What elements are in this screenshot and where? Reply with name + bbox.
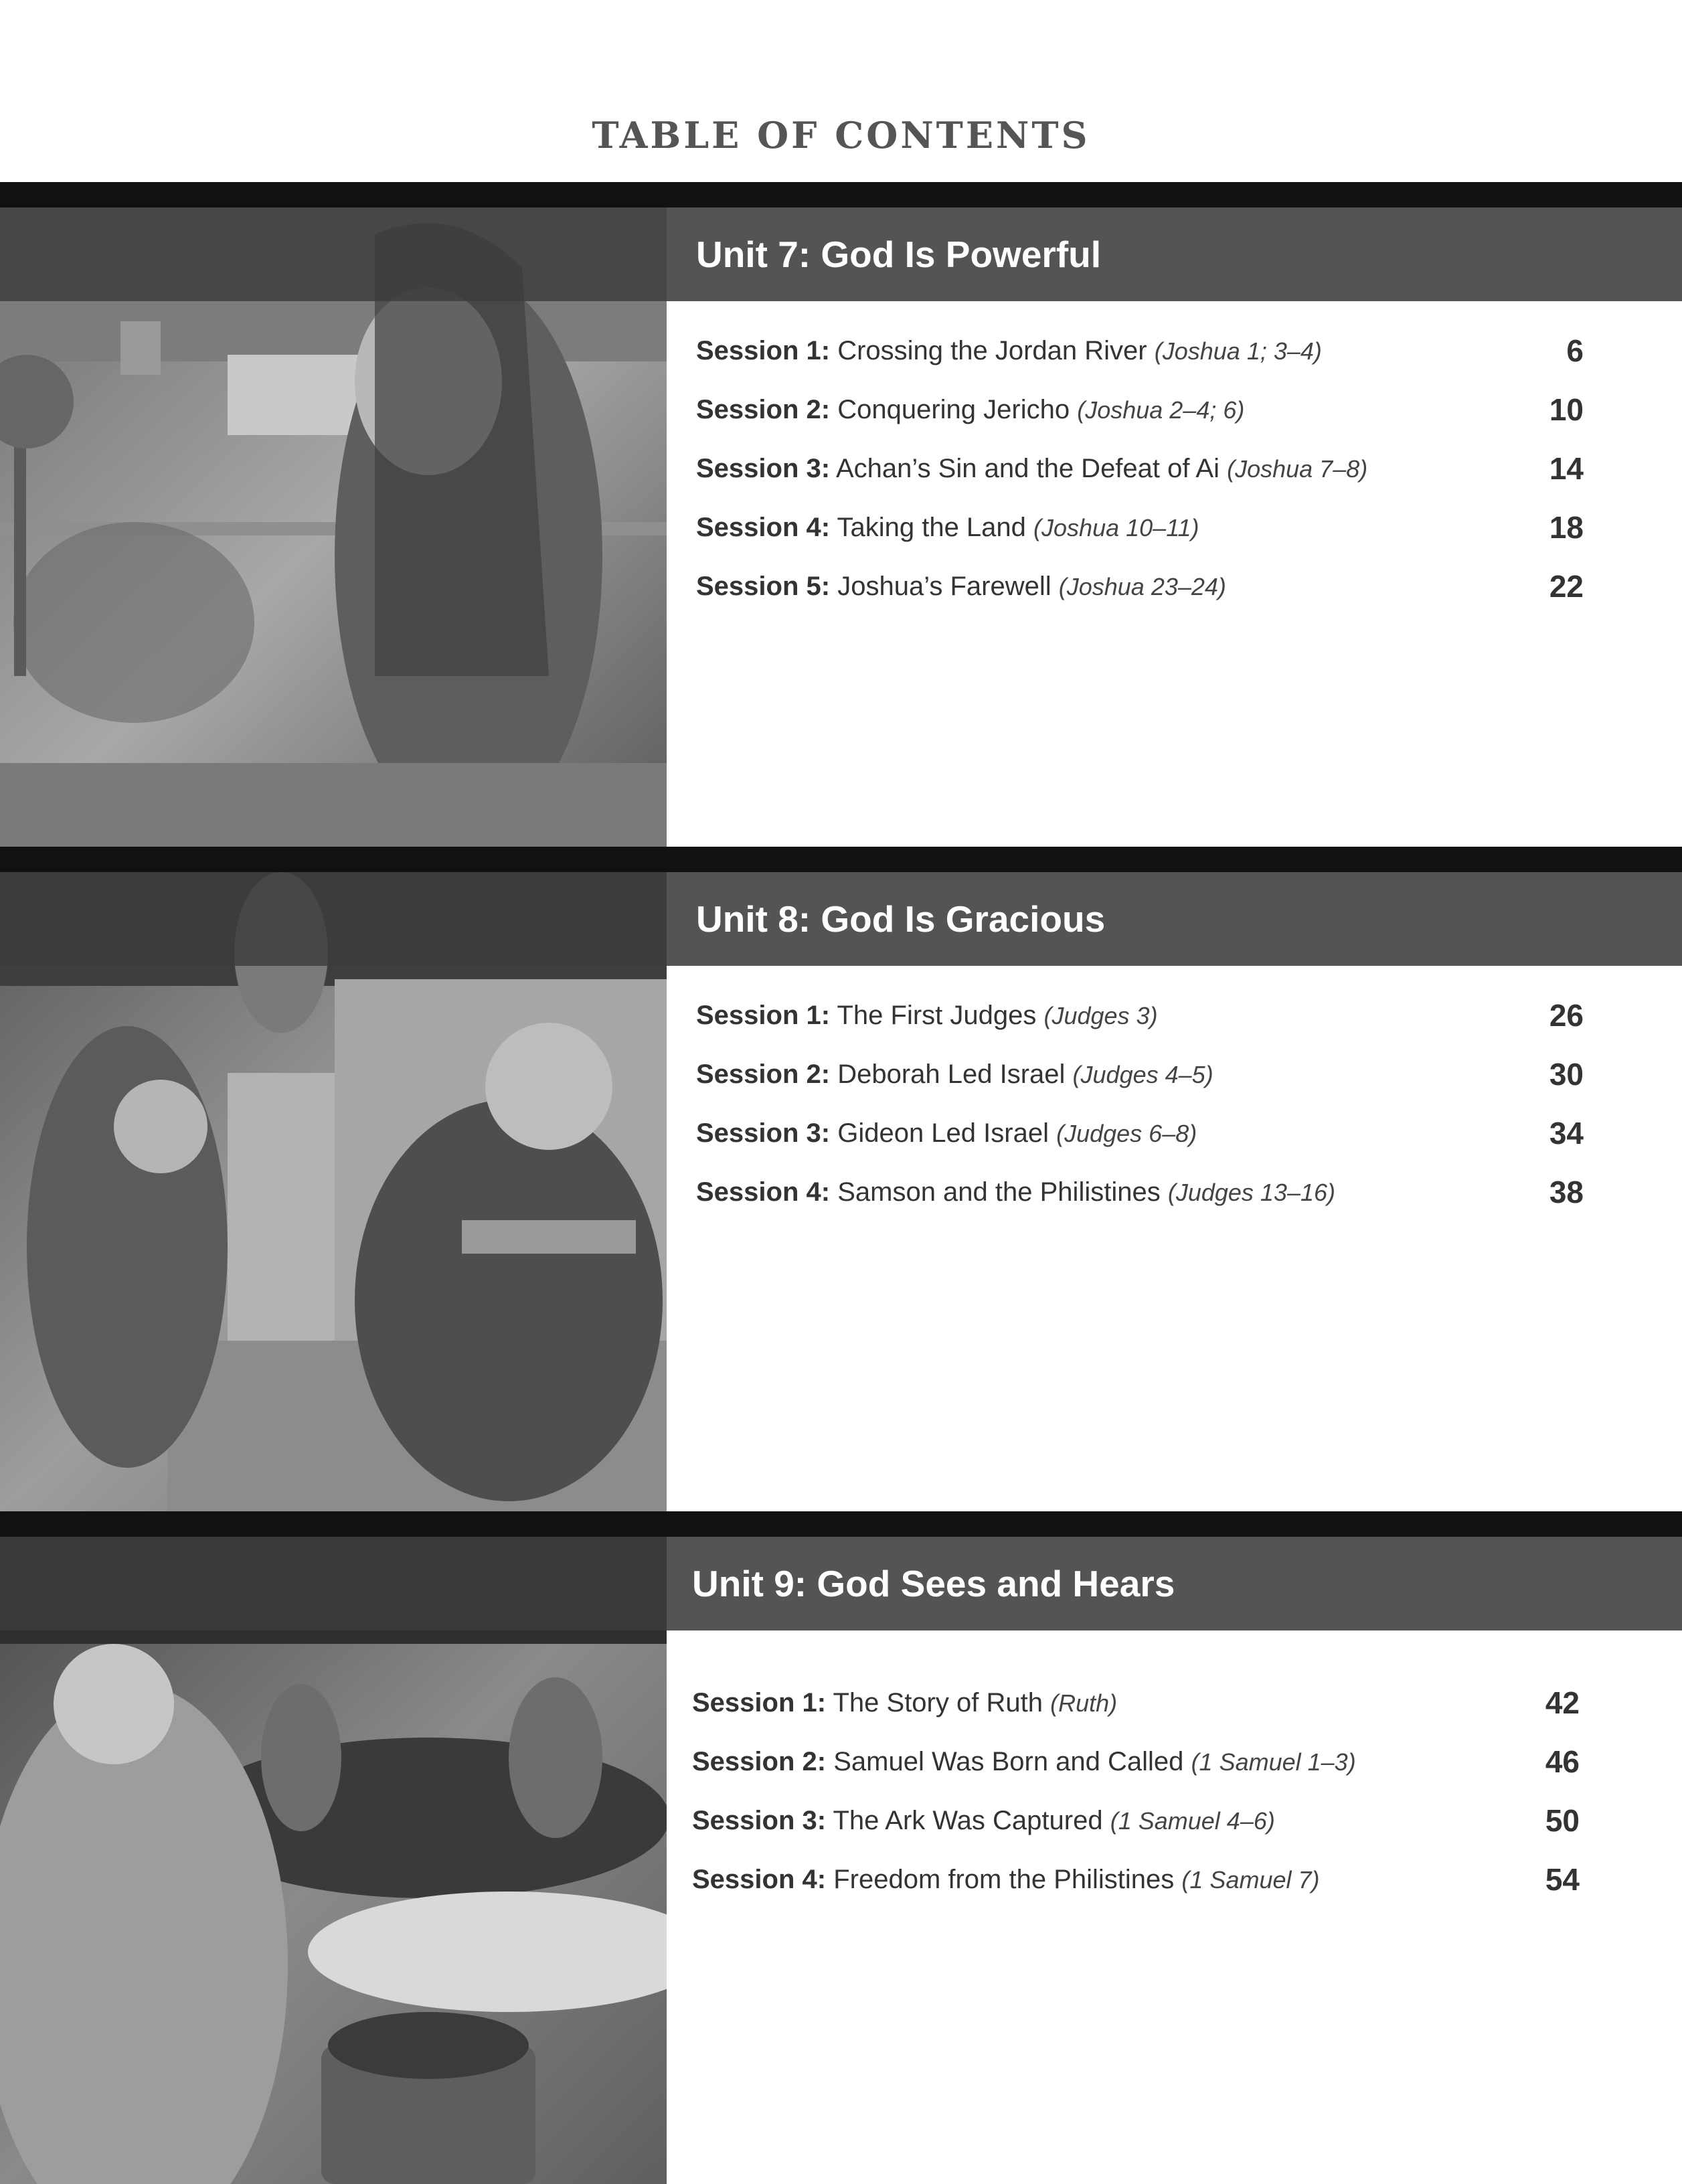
page-number: 54 xyxy=(1545,1862,1580,1897)
page-number: 22 xyxy=(1549,569,1584,604)
session-title: Taking the Land xyxy=(837,513,1026,542)
scripture-reference: (Ruth) xyxy=(1050,1689,1118,1717)
session-entry[interactable] xyxy=(692,1683,1580,1742)
session-title: The First Judges xyxy=(837,1001,1037,1030)
session-title: Freedom from the Philistines xyxy=(833,1865,1175,1894)
session-title: Samuel Was Born and Called xyxy=(833,1747,1184,1776)
session-entry[interactable] xyxy=(696,331,1584,390)
session-label: Session 2: xyxy=(696,1060,831,1089)
unit-divider-bar xyxy=(0,1511,1682,1537)
session-label: Session 3: xyxy=(696,454,831,483)
page-title: TABLE OF CONTENTS xyxy=(592,114,1090,157)
unit-8-illustration xyxy=(0,872,667,1511)
session-label: Session 3: xyxy=(692,1806,827,1835)
session-list xyxy=(692,1683,1580,1918)
unit-title: Unit 9: God Sees and Hears xyxy=(692,1563,1175,1604)
scripture-reference: (Joshua 23–24) xyxy=(1058,573,1226,600)
page-number: 6 xyxy=(1566,333,1584,368)
page-number: 30 xyxy=(1549,1057,1584,1092)
scripture-reference: (Judges 13–16) xyxy=(1167,1179,1335,1206)
page-number: 10 xyxy=(1549,392,1584,427)
page-number: 50 xyxy=(1545,1803,1580,1838)
session-title: Gideon Led Israel xyxy=(837,1118,1049,1148)
scripture-reference: (Joshua 10–11) xyxy=(1033,514,1199,541)
page-number: 18 xyxy=(1549,510,1584,545)
scripture-reference: (Judges 6–8) xyxy=(1056,1120,1197,1147)
scripture-reference: (1 Samuel 4–6) xyxy=(1110,1807,1275,1835)
session-entry[interactable] xyxy=(696,1054,1584,1113)
page-number: 14 xyxy=(1549,451,1584,486)
scripture-reference: (Judges 4–5) xyxy=(1072,1061,1213,1088)
session-entry[interactable] xyxy=(692,1800,1580,1859)
session-label: Session 4: xyxy=(696,513,831,542)
session-label: Session 2: xyxy=(696,395,831,424)
session-label: Session 4: xyxy=(696,1177,831,1207)
session-label: Session 1: xyxy=(692,1688,827,1717)
session-entry[interactable] xyxy=(692,1742,1580,1800)
session-entry[interactable] xyxy=(696,566,1584,625)
session-title: Achan’s Sin and the Defeat of Ai xyxy=(835,454,1220,483)
page-number: 38 xyxy=(1549,1175,1584,1209)
session-label: Session 1: xyxy=(696,336,831,365)
session-label: Session 5: xyxy=(696,572,831,601)
unit-title: Unit 7: God Is Powerful xyxy=(696,234,1102,275)
session-label: Session 2: xyxy=(692,1747,827,1776)
session-title: Crossing the Jordan River xyxy=(837,336,1147,365)
session-title: Conquering Jericho xyxy=(837,395,1070,424)
session-label: Session 4: xyxy=(692,1865,827,1894)
session-label: Session 1: xyxy=(696,1001,831,1030)
session-entry[interactable] xyxy=(696,1113,1584,1172)
session-label: Session 3: xyxy=(696,1118,831,1148)
unit-7-illustration xyxy=(0,207,667,847)
session-list xyxy=(696,995,1584,1231)
session-entry[interactable] xyxy=(692,1859,1580,1918)
session-entry[interactable] xyxy=(696,507,1584,566)
unit-8-section xyxy=(0,847,1682,1511)
page-number: 42 xyxy=(1545,1685,1580,1720)
session-entry[interactable] xyxy=(696,1172,1584,1231)
session-title: Deborah Led Israel xyxy=(837,1060,1066,1089)
session-entry[interactable] xyxy=(696,995,1584,1054)
scripture-reference: (Joshua 1; 3–4) xyxy=(1154,337,1322,365)
scripture-reference: (Judges 3) xyxy=(1043,1002,1158,1029)
scripture-reference: (Joshua 2–4; 6) xyxy=(1077,396,1245,424)
session-title: Joshua’s Farewell xyxy=(837,572,1052,601)
session-title: The Ark Was Captured xyxy=(833,1806,1103,1835)
unit-divider-bar xyxy=(0,847,1682,872)
session-title: The Story of Ruth xyxy=(833,1688,1043,1717)
session-title: Samson and the Philistines xyxy=(837,1177,1161,1207)
unit-9-section xyxy=(0,1511,1682,2184)
page-number: 46 xyxy=(1545,1744,1580,1779)
scripture-reference: (1 Samuel 7) xyxy=(1181,1866,1320,1894)
session-entry[interactable] xyxy=(696,448,1584,507)
unit-divider-bar xyxy=(0,182,1682,207)
scripture-reference: (1 Samuel 1–3) xyxy=(1191,1748,1356,1776)
unit-title: Unit 8: God Is Gracious xyxy=(696,898,1106,940)
unit-7-section xyxy=(0,182,1682,847)
scripture-reference: (Joshua 7–8) xyxy=(1227,455,1368,483)
session-list xyxy=(696,331,1584,625)
page-number: 34 xyxy=(1549,1116,1584,1151)
unit-9-illustration xyxy=(0,1537,667,2184)
session-entry[interactable] xyxy=(696,390,1584,448)
page-number: 26 xyxy=(1549,998,1584,1033)
